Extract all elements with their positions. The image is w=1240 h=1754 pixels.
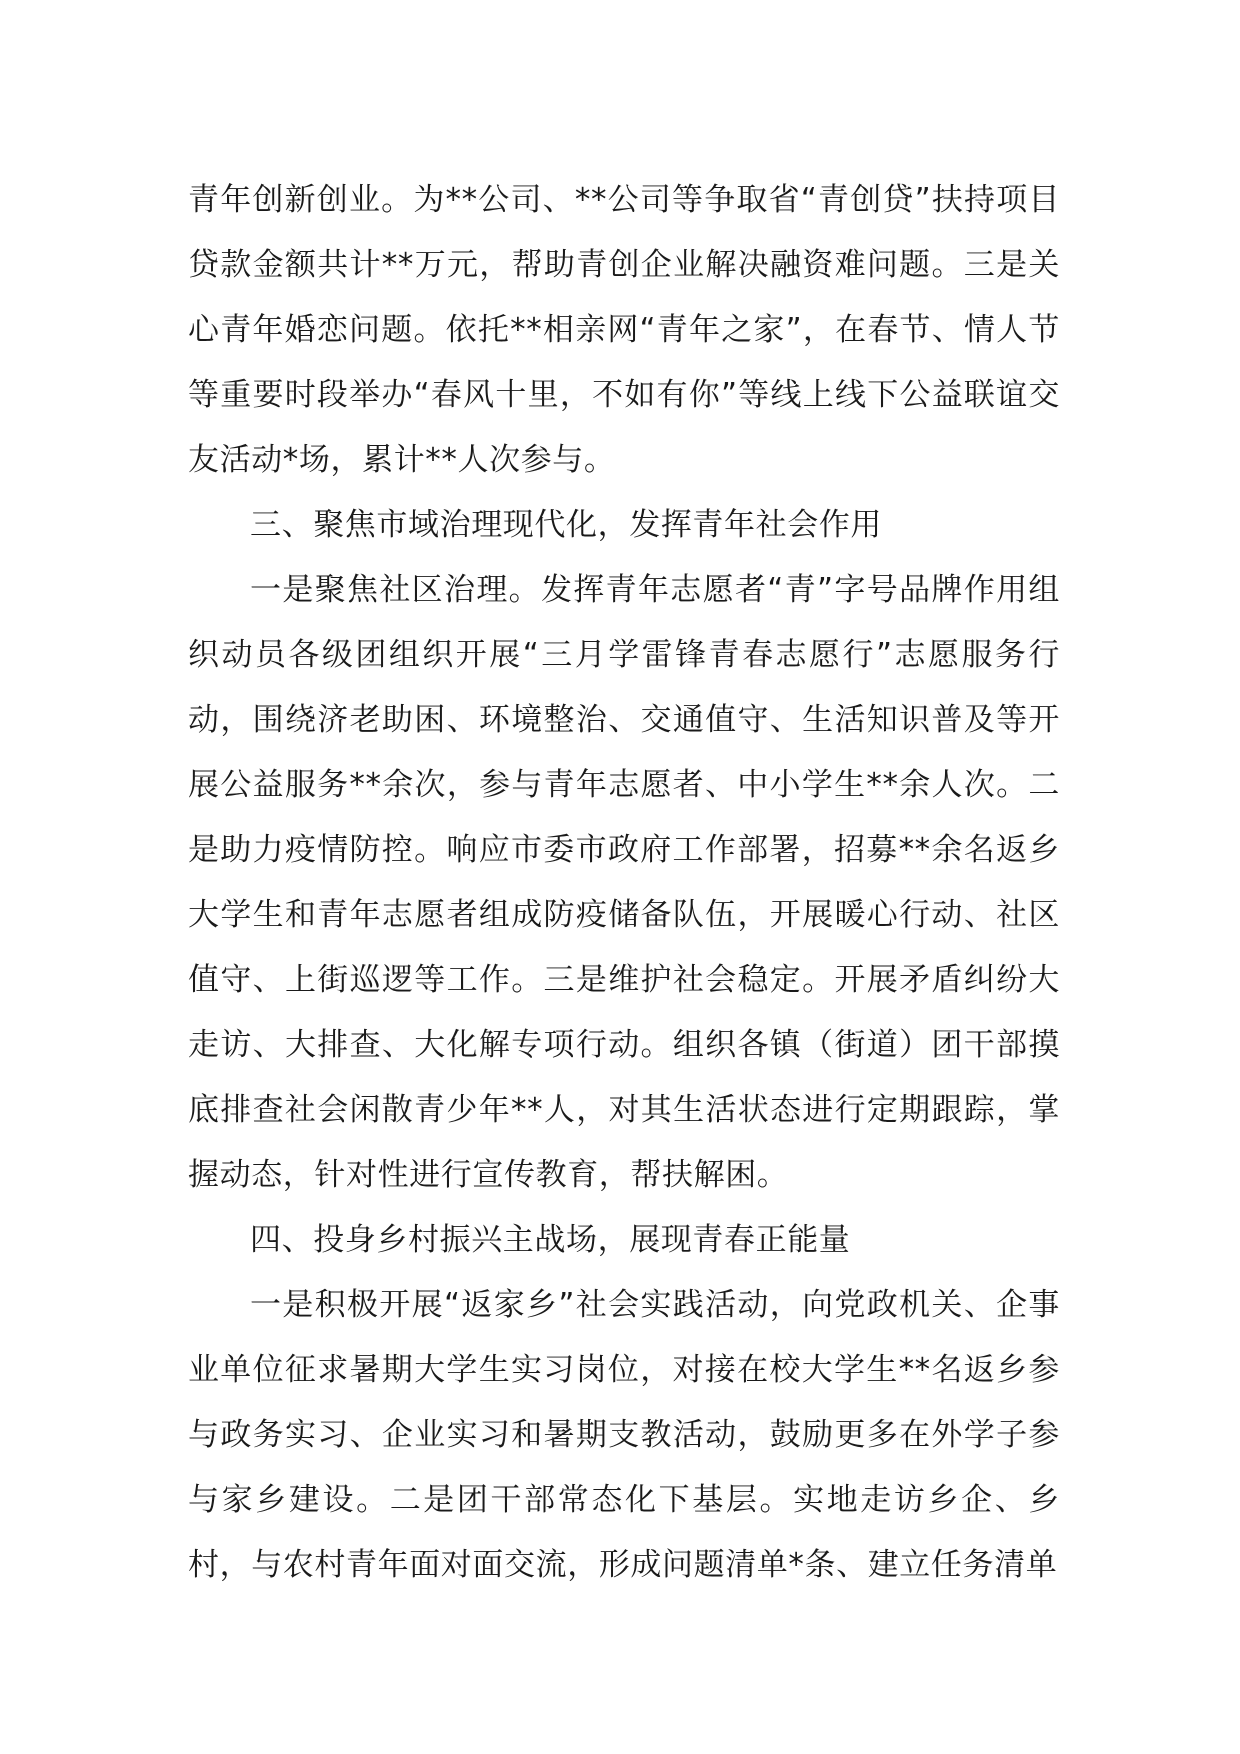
paragraph-section-3: 一是聚焦社区治理。发挥青年志愿者“青”字号品牌作用组织动员各级团组织开展“三月学雷锋青春志愿行”志愿服务行动，围绕济老助困、环境整治、交通值守、生活知识普及等开展公益服务**余次，参与青年志愿者、中小学生**余人次。二是助力疫情防控。响应市委市政府工作部署，招募**余名返乡大学生和青年志愿者组成防疫储备队伍，开展暖心行动、社区值守、上街巡逻等工作。三是维护社会稳定。开展矛盾纠纷大走访、大排查、大化解专项行动。组织各镇（街道）团干部摸底排查社会闲散青少年**人，对其生活状态进行定期跟踪，掌握动态，针对性进行宣传教育，帮扶解困。 bbox=[188, 572, 1060, 1193]
section-heading-4: 四、投身乡村振兴主战场，展现青春正能量 bbox=[250, 1222, 851, 1258]
document-body bbox=[188, 168, 1060, 1598]
paragraph-section-4: 一是积极开展“返家乡”社会实践活动，向党政机关、企事业单位征求暑期大学生实习岗位，对接在校大学生**名返乡参与政务实习、企业实习和暑期支教活动，鼓励更多在外学子参与家乡建设。二是团干部常态化下基层。实地走访乡企、乡村，与农村青年面对面交流，形成问题清单*条、建立任务清单 bbox=[188, 1287, 1060, 1583]
section-heading-3: 三、聚焦市域治理现代化，发挥青年社会作用 bbox=[250, 507, 882, 543]
paragraph-continuation: 青年创新创业。为**公司、**公司等争取省“青创贷”扶持项目贷款金额共计**万元，帮助青创企业解决融资难问题。三是关心青年婚恋问题。依托**相亲网“青年之家”，在春节、情人节等重要时段举办“春风十里，不如有你”等线上线下公益联谊交友活动*场，累计**人次参与。 bbox=[188, 182, 1060, 478]
